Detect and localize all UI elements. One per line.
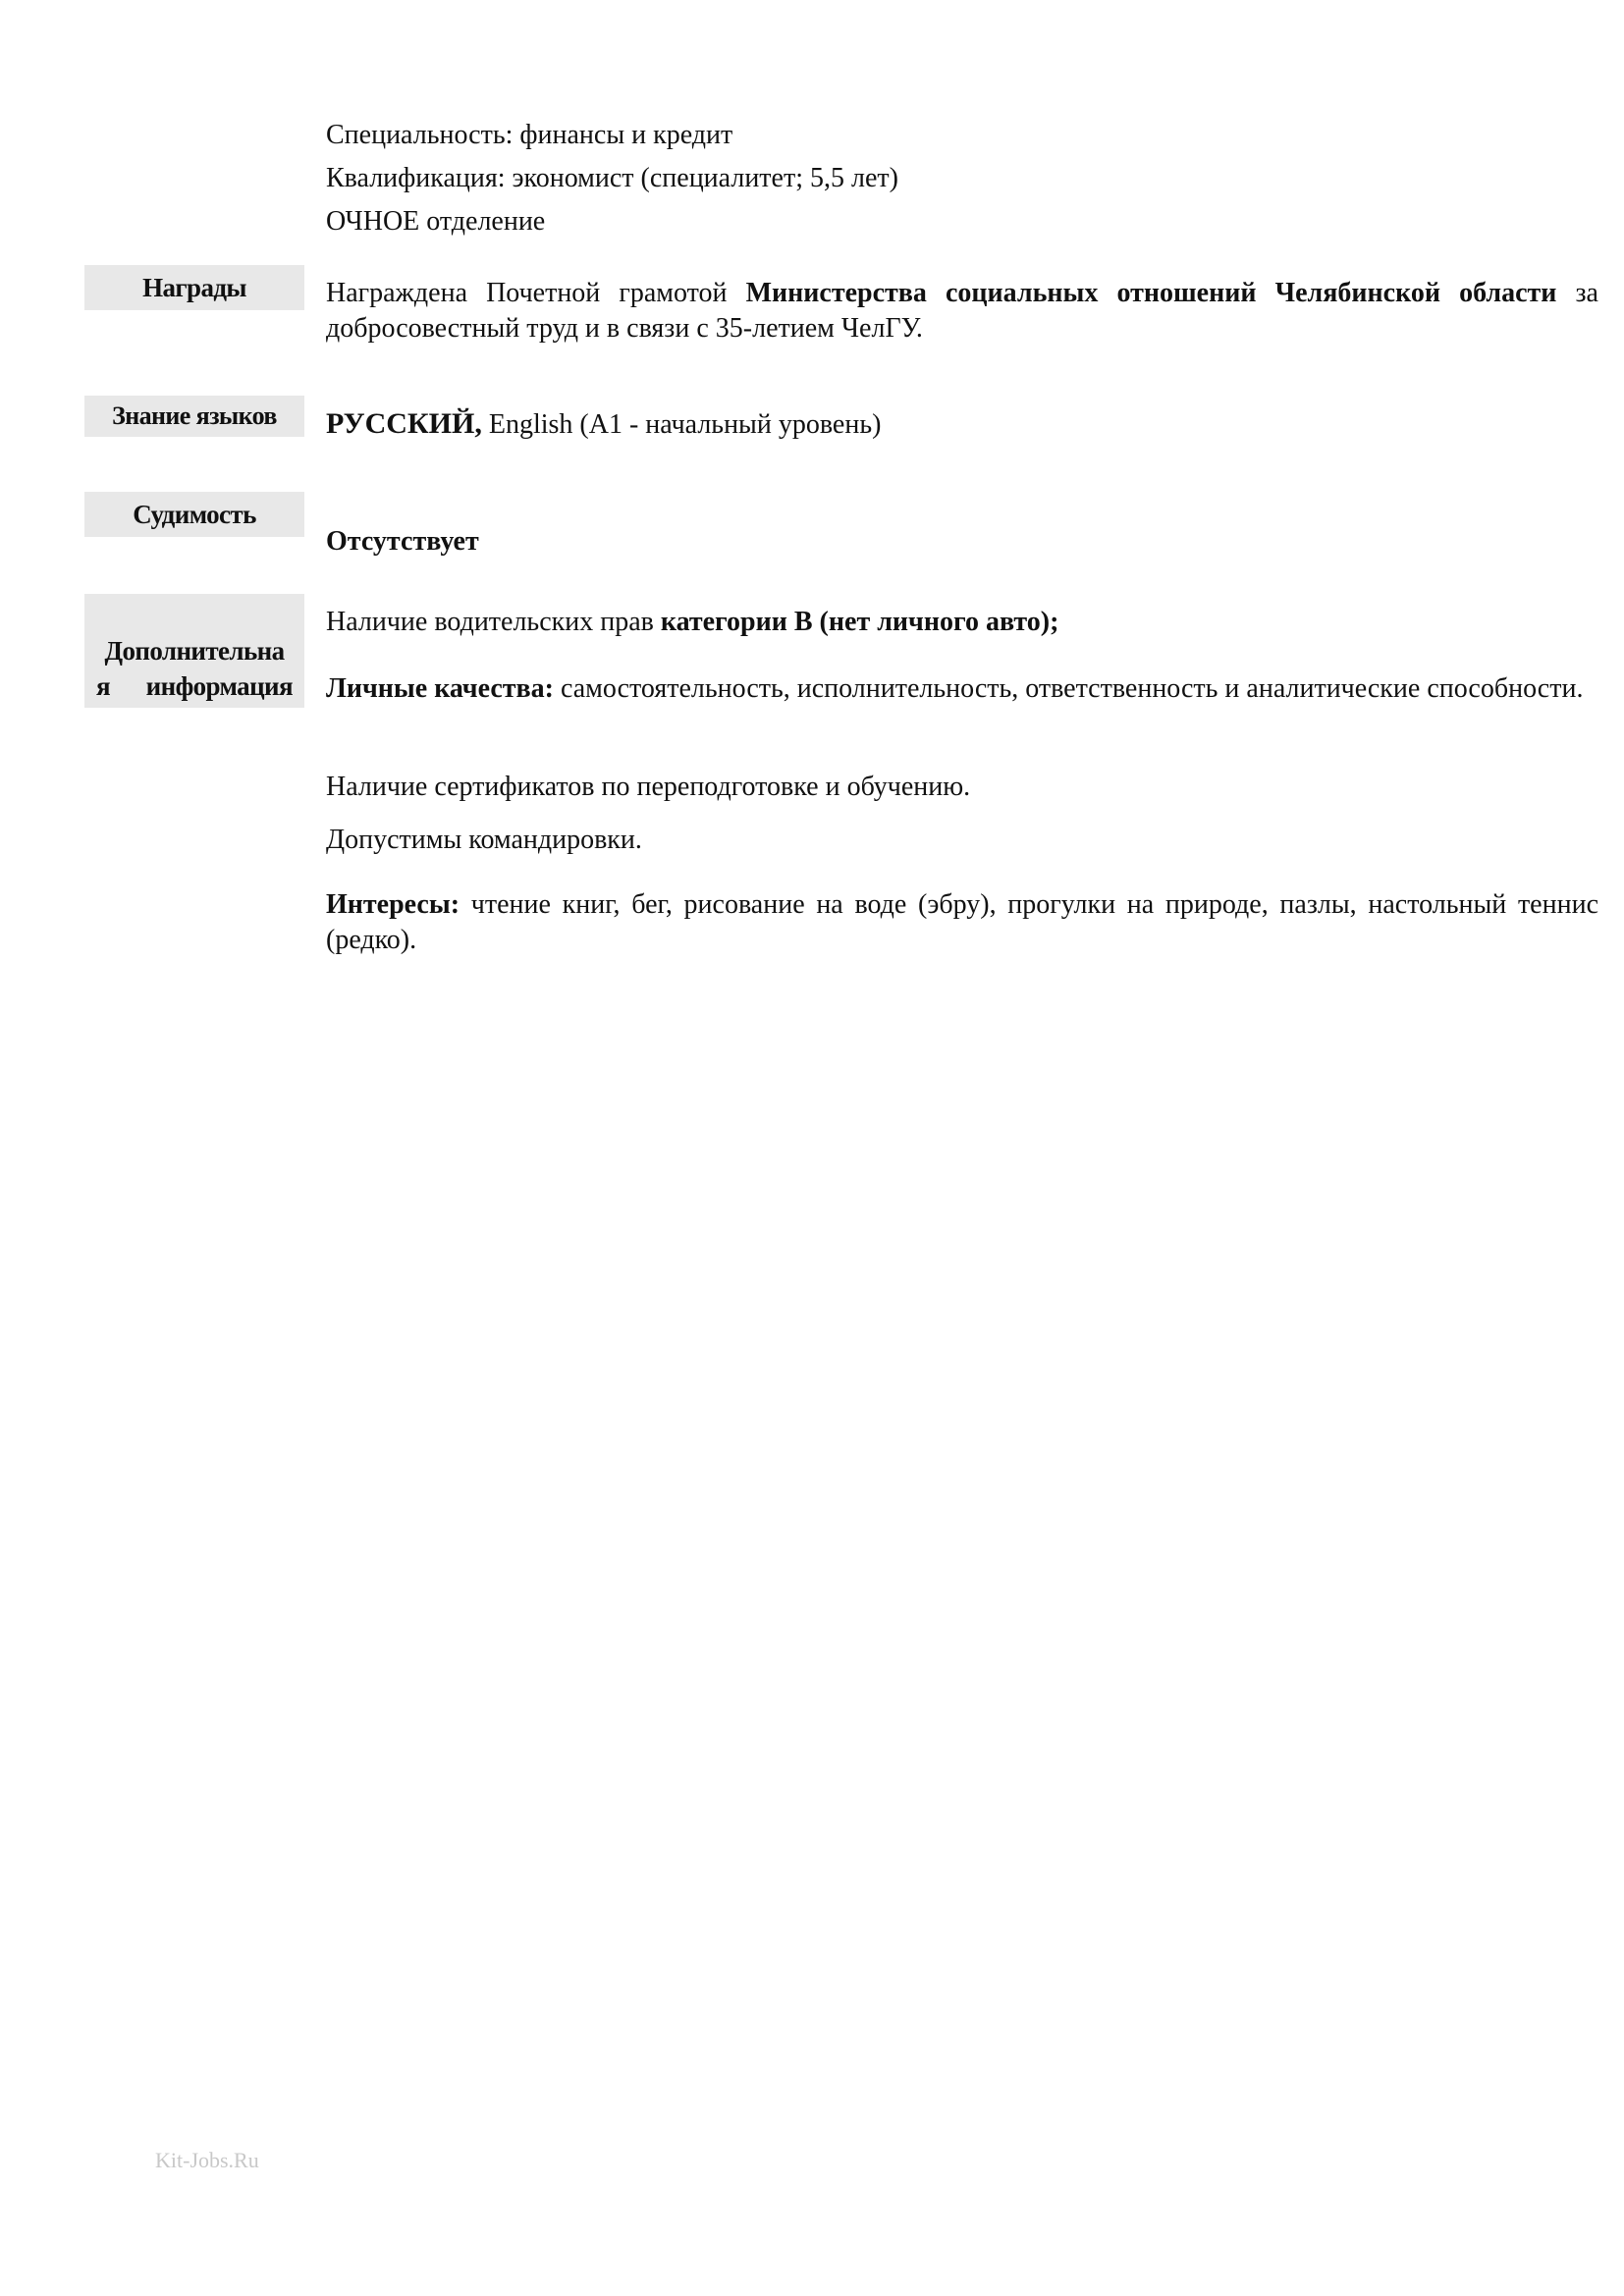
specialty-line: Специальность: финансы и кредит bbox=[326, 120, 733, 150]
qualification-line: Квалификация: экономист (специалитет; 5,5 лет) bbox=[326, 163, 898, 193]
watermark: Kit-Jobs.Ru bbox=[155, 2148, 259, 2172]
education-section bbox=[326, 118, 1598, 240]
interests: Интересы: чтение книг, бег, рисование на воде (эбру), прогулки на природе, пазлы, настольный теннис (редко). bbox=[326, 889, 1598, 955]
criminal-record-label: Судимость bbox=[84, 492, 304, 537]
certificates-line: Наличие сертификатов по переподготовке и обучению. bbox=[326, 772, 971, 802]
languages-text: РУССКИЙ, English (А1 - начальный уровень) bbox=[326, 407, 882, 440]
study-form-line: ОЧНОЕ отделение bbox=[326, 206, 546, 237]
personal-qualities: Личные качества: самостоятельность, исполнительность, ответственность и аналитические способности. bbox=[326, 673, 1584, 704]
additional-info-label: Дополнительна я информация bbox=[84, 594, 304, 708]
awards-label: Награды bbox=[84, 265, 304, 310]
awards-text: Награждена Почетной грамотой Министерства социальных отношений Челябинской области за добросовестный труд и в связи с 35-летием ЧелГУ. bbox=[326, 278, 1598, 344]
driving-license-line: Наличие водительских прав категории В (нет личного авто); bbox=[326, 607, 1059, 637]
criminal-record-value: Отсутствует bbox=[326, 526, 479, 557]
business-trips-line: Допустимы командировки. bbox=[326, 825, 642, 855]
languages-label: Знание языков bbox=[84, 396, 304, 437]
